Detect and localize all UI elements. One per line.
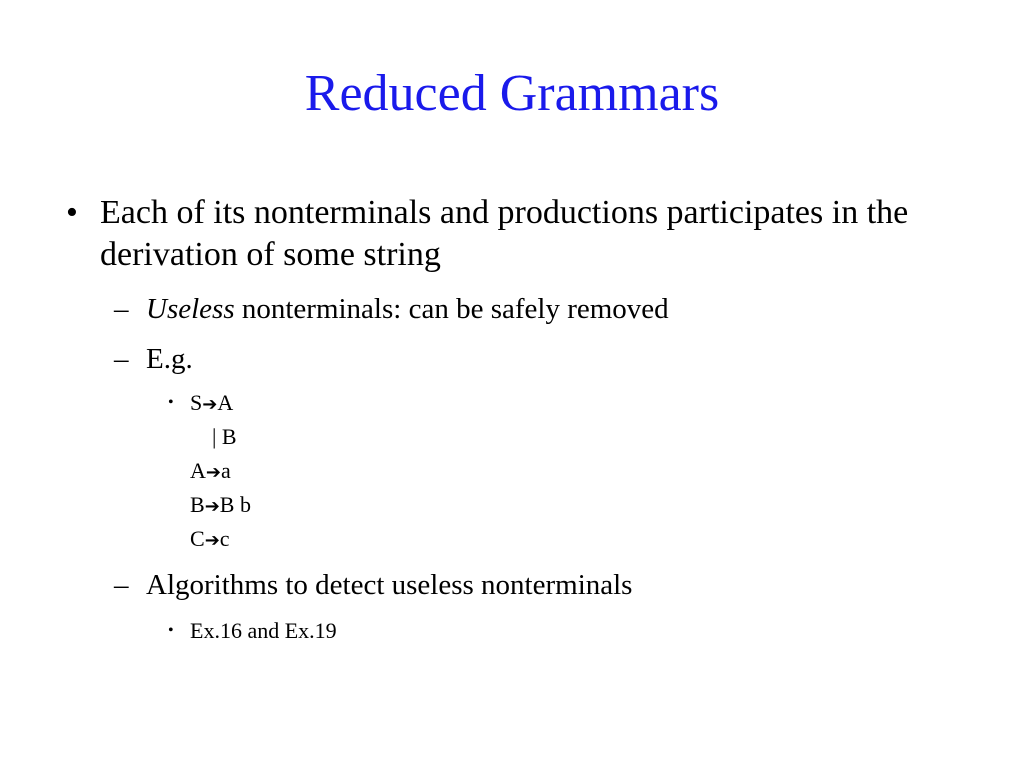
- bullet-marker: •: [168, 394, 174, 411]
- production-line: [190, 420, 251, 454]
- derives-arrow-icon: ➔: [205, 462, 221, 483]
- reference-lines: [190, 614, 337, 648]
- bullet-marker: •: [168, 622, 174, 639]
- main-bullet-text: Each of its nonterminals and productions participates in the derivation of some string: [100, 194, 909, 273]
- useless-rest: nonterminals: can be safely removed: [234, 293, 669, 325]
- production-lhs: C: [190, 526, 205, 551]
- derives-arrow-icon: ➔: [202, 394, 218, 415]
- sub-bullet-useless-text: [146, 292, 669, 326]
- production-line: [190, 386, 251, 420]
- reference-text: Ex.16 and Ex.19: [190, 618, 337, 643]
- sub-bullet-example-text: E.g.: [146, 343, 193, 375]
- production-rhs: c: [219, 526, 230, 551]
- production-lhs: B: [190, 492, 205, 517]
- production-alternative: | B: [190, 424, 237, 449]
- production-line: [190, 522, 251, 556]
- derives-arrow-icon: ➔: [204, 496, 220, 517]
- useless-emphasis: Useless: [146, 293, 235, 325]
- production-lhs: A: [190, 458, 206, 483]
- grammar-productions: [190, 386, 251, 556]
- production-lhs: S: [190, 390, 203, 415]
- production-line: [190, 454, 251, 488]
- dash-marker: –: [114, 343, 129, 375]
- bullet-marker: •: [66, 194, 78, 231]
- production-line: [190, 488, 251, 522]
- dash-marker: –: [114, 293, 129, 325]
- production-rhs: B b: [219, 492, 251, 517]
- sub-bullet-algorithms-text: Algorithms to detect useless nonterminals: [146, 569, 633, 601]
- derives-arrow-icon: ➔: [204, 530, 220, 551]
- production-rhs: a: [220, 458, 231, 483]
- dash-marker: –: [114, 569, 129, 601]
- slide-title: Reduced Grammars: [304, 65, 720, 122]
- production-rhs: A: [217, 390, 234, 415]
